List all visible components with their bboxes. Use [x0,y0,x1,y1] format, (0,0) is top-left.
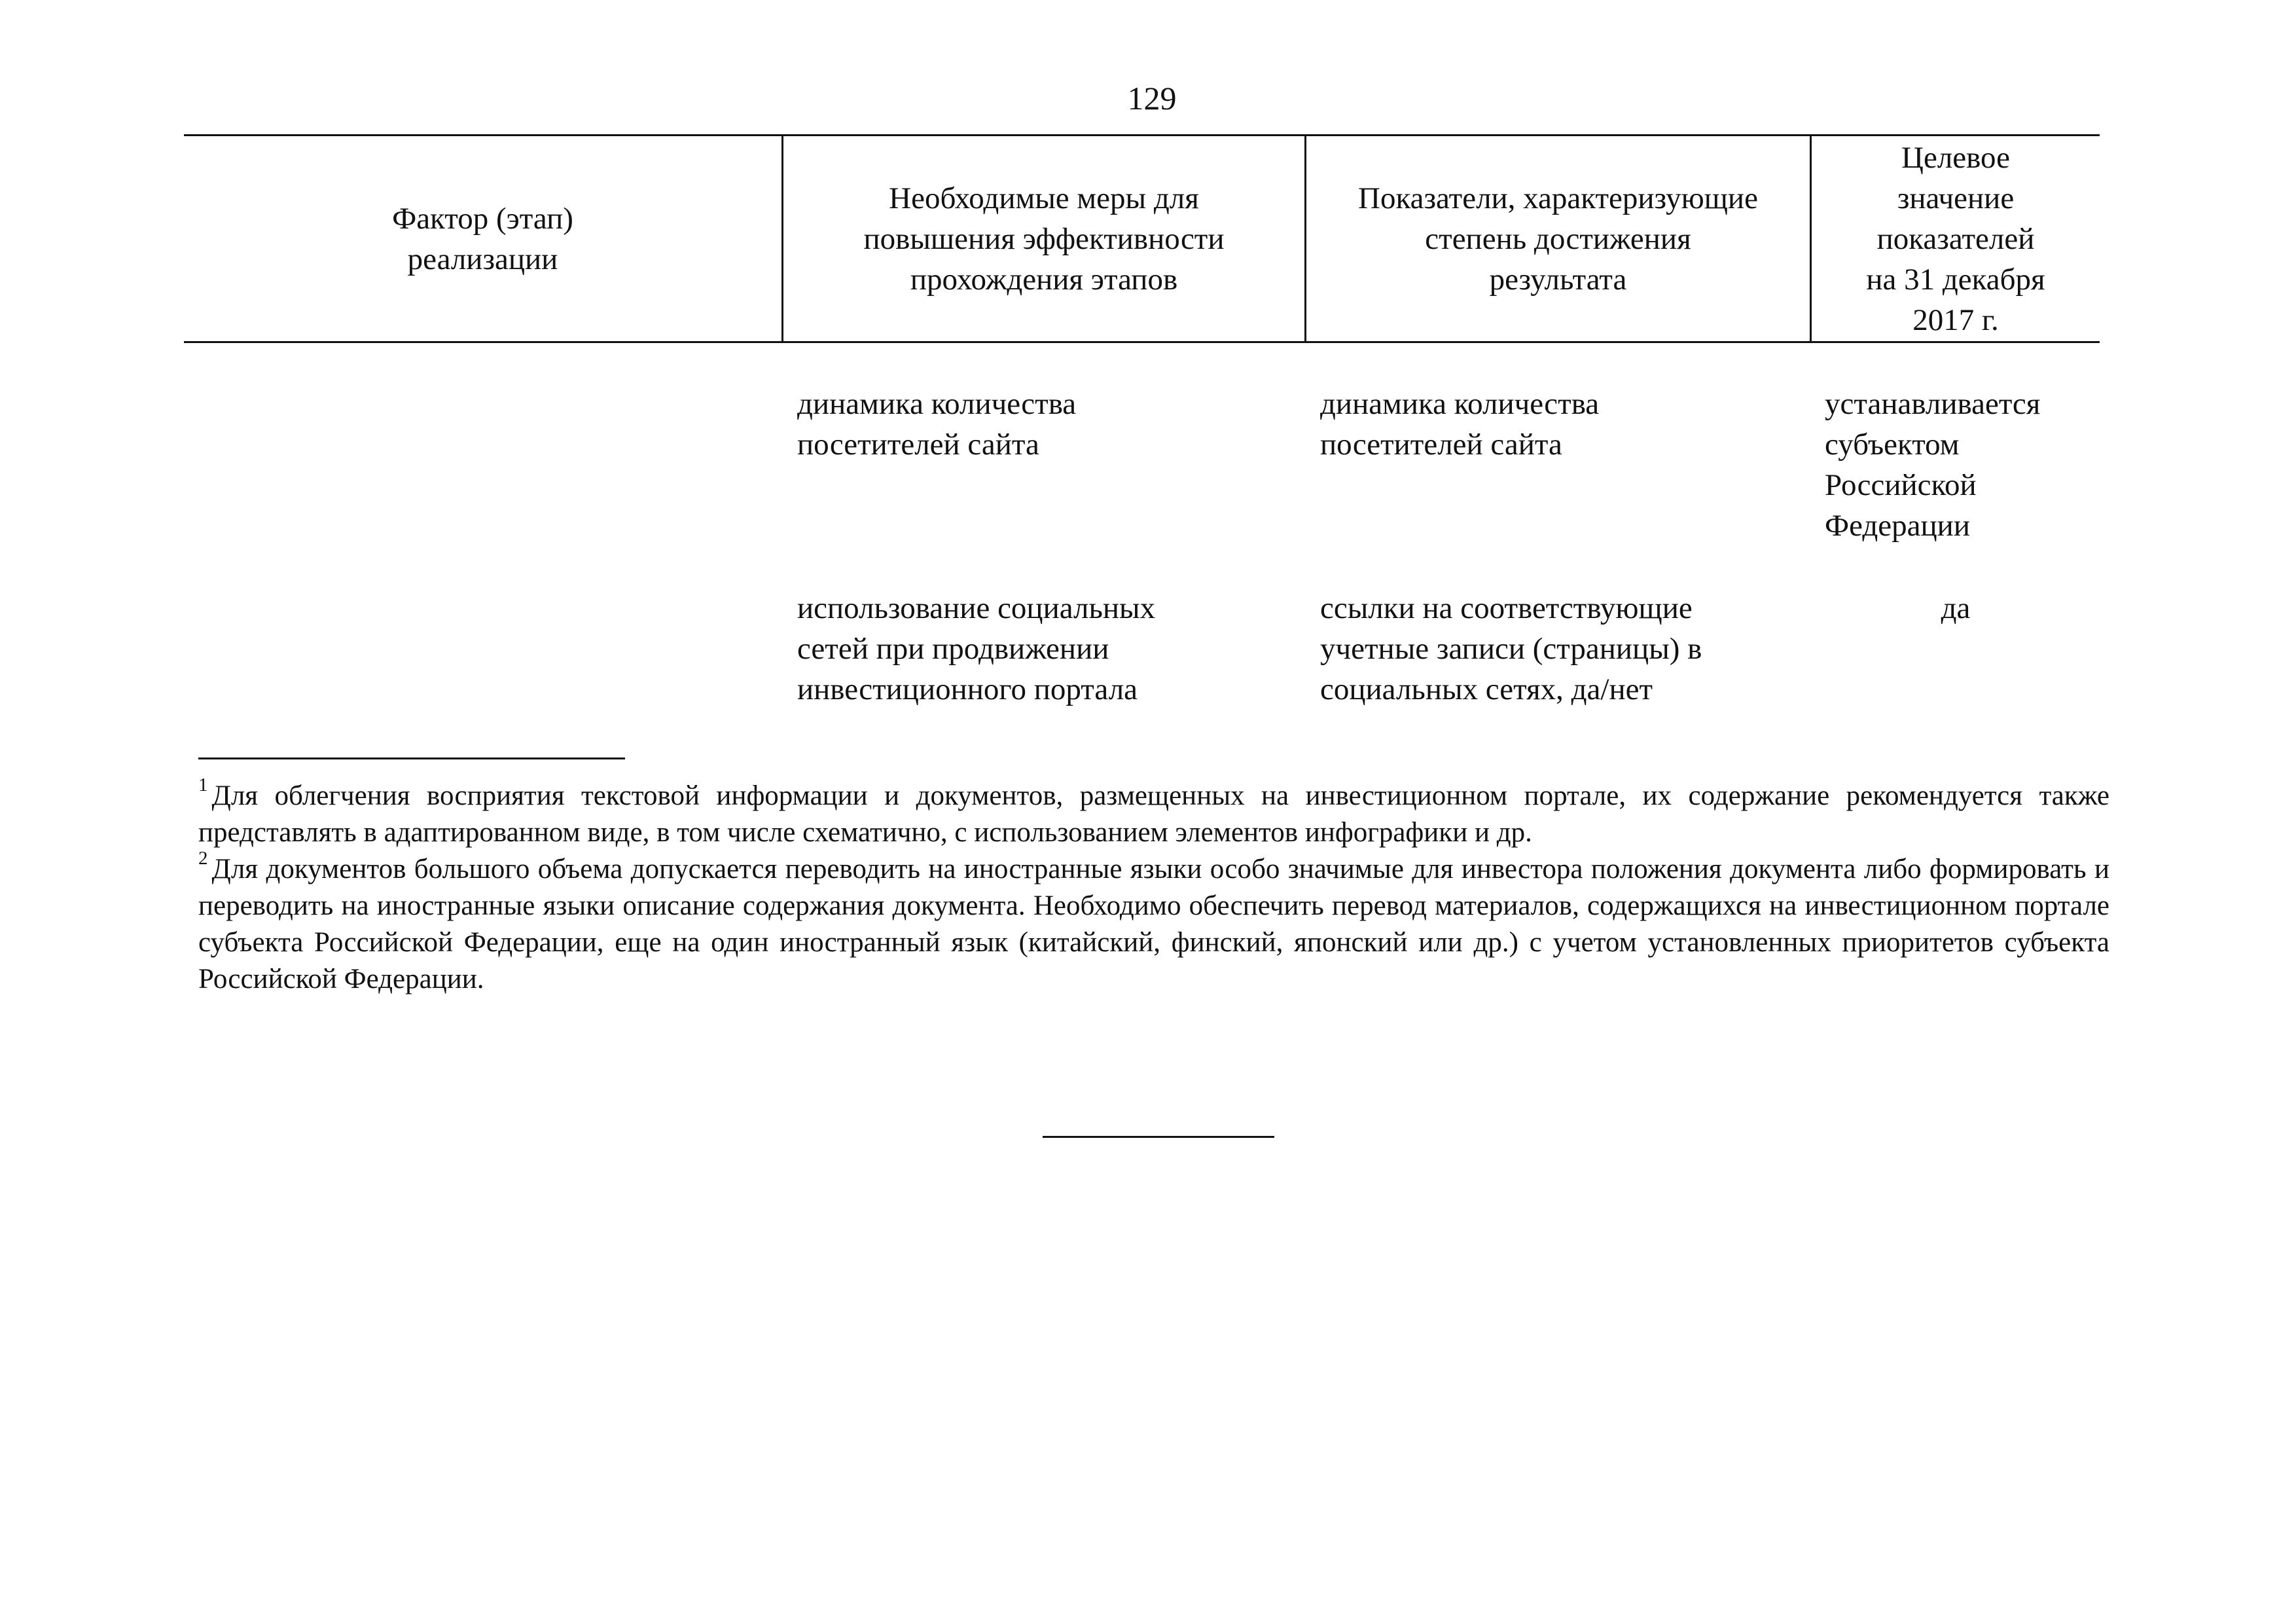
cell-line: социальных сетях, да/нет [1320,672,1653,706]
footnote-text: Для облегчения восприятия текстовой информации и документов, размещенных на инвестиционном портале, их содержание рекомендуется также представлять в адаптированном виде, в том числе схематично, с использованием элементов инфографики и др. [198,780,2109,848]
header-indicators [1306,136,1810,341]
cell-line: сетей при продвижении [797,632,1109,666]
cell-line: динамика количества [1320,387,1600,421]
header-line: степень достижения [1425,221,1691,256]
header-line: повышения эффективности [863,221,1225,256]
header-line: Показатели, характеризующие [1358,181,1758,215]
header-line: прохождения этапов [910,262,1178,297]
header-factor [184,136,781,341]
footnote-separator [198,757,625,759]
header-line: 2017 г. [1912,302,1999,337]
cell-line: ссылки на соответствующие [1320,591,1693,625]
footnote-1 [198,775,2109,851]
cell-line: использование социальных [797,591,1156,625]
footnotes [198,775,2109,998]
row2-measure [797,588,1155,710]
cell-line: устанавливается [1825,387,2041,421]
cell-line: инвестиционного портала [797,672,1138,706]
header-line: Фактор (этап) [392,201,573,236]
footnote-text: Для документов большого объема допускается переводить на иностранные языки особо значимые для инвестора положения документа либо формировать и переводить на иностранные языки описание содержания документа. Необходимо обеспечить перевод материалов, содержащихся на инвестиционном портале субъекта Российской Федерации, еще на один иностранный язык (китайский, финский, японский или др.) с учетом установленных приоритетов субъекта Российской Федерации. [198,854,2109,994]
row2-target [1812,588,2100,629]
header-measures [783,136,1304,341]
cell-line: динамика количества [797,387,1077,421]
cell-line: учетные записи (страницы) в [1320,632,1702,666]
header-target-value [1812,136,2100,341]
header-line: значение [1897,181,2015,215]
table-header-bottom-rule [184,341,2100,343]
row1-measure [797,384,1076,465]
footnote-mark: 2 [198,848,208,869]
header-line: реализации [407,242,558,276]
cell-line: Федерации [1825,509,1970,543]
header-line: показателей [1876,221,2035,256]
cell-line: субъектом [1825,428,1960,462]
footnote-2 [198,848,2109,998]
cell-line: посетителей сайта [797,428,1039,462]
cell-line: да [1941,591,1971,625]
header-line: Необходимые меры для [889,181,1199,215]
cell-line: Российской [1825,468,1977,502]
page-number: 129 [1127,80,1177,117]
row1-target [1825,384,2040,546]
row1-indicator [1320,384,1599,465]
header-line: результата [1489,262,1627,297]
end-separator [1043,1136,1274,1138]
footnote-mark: 1 [198,775,208,795]
header-line: на 31 декабря [1866,262,2045,297]
header-line: Целевое [1901,140,2010,175]
cell-line: посетителей сайта [1320,428,1562,462]
row2-indicator [1320,588,1702,710]
